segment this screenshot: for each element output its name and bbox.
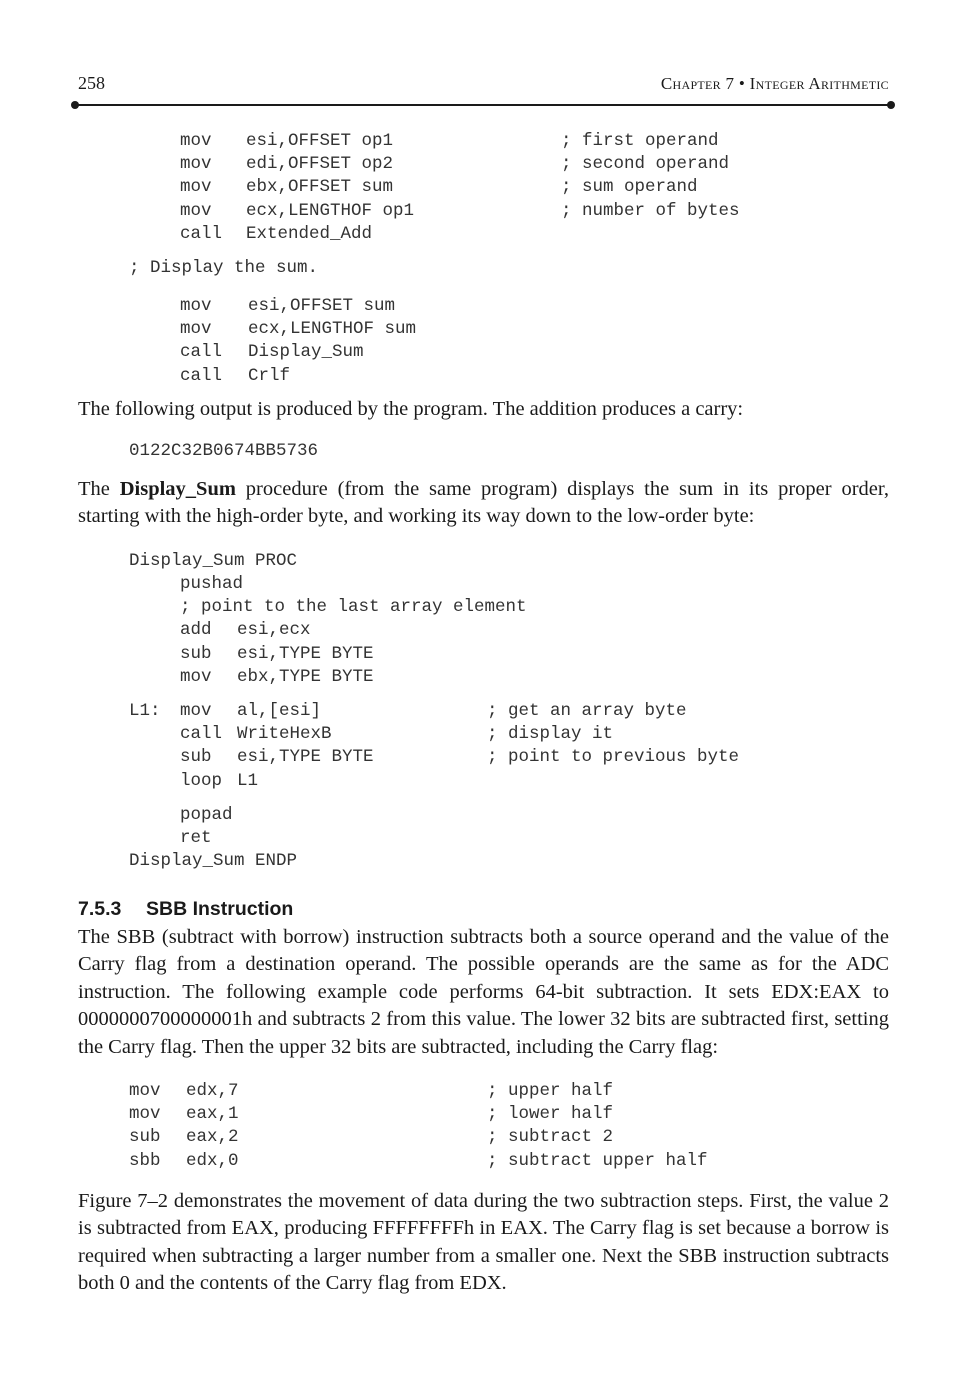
code-line <box>180 153 880 176</box>
procedure-name: Display_Sum <box>119 478 236 500</box>
code-operand: esi,OFFSET sum <box>248 296 396 316</box>
code-comment: ; upper half <box>487 1081 614 1101</box>
code-mnemonic: sbb <box>129 1150 161 1171</box>
code-line <box>180 573 680 596</box>
code-proc-block1 <box>180 573 680 689</box>
header-rule-dot-right <box>887 101 895 109</box>
code-line <box>180 770 800 793</box>
code-line <box>180 365 680 388</box>
code-comment: ; display it <box>487 724 614 745</box>
code-operand: edi,OFFSET op2 <box>246 154 394 175</box>
code-line <box>180 723 800 746</box>
code-operand: Extended_Add <box>246 223 373 244</box>
code-output-value <box>129 440 318 463</box>
paragraph-text: The <box>78 478 120 500</box>
code-line <box>180 746 800 769</box>
code-line <box>129 1126 769 1149</box>
code-line <box>180 700 800 723</box>
code-label-l1 <box>129 700 161 723</box>
paragraph-sbb: The SBB (subtract with borrow) instruction subtracts both a source operand and the value of the Carry flag from a destination operand. The possible operands are the same as for the ADC instruction. The following example code performs 64-bit subtraction. It sets EDX:EAX to 0000000700000001h and subtracts 2 from this value. The lower 32 bits are subtracted first, setting the Carry flag. Then the upper 32 bits are subtracted, including the Carry flag: <box>78 926 889 1058</box>
code-mnemonic: mov <box>180 666 212 687</box>
code-line: Display_Sum ENDP <box>129 851 298 871</box>
paragraph-figure: Figure 7–2 demonstrates the movement of data during the two subtraction steps. First, the value 2 is subtracted from EAX, producing FFFFFFFFh in EAX. The Carry flag is set because a borrow is required when subtracting a larger number from a smaller one. Next the SBB instruction subtracts both 0 and the contents of the Carry flag from EDX. <box>78 1190 889 1295</box>
code-block-sbb <box>129 1080 769 1173</box>
code-mnemonic: mov <box>180 200 212 221</box>
code-mnemonic: pushad <box>180 574 244 594</box>
code-line <box>180 223 880 246</box>
code-mnemonic: mov <box>180 319 212 340</box>
code-block-extended-add <box>180 130 880 246</box>
code-line <box>180 643 680 666</box>
code-mnemonic: mov <box>180 296 212 316</box>
code-line <box>129 1150 769 1173</box>
code-mnemonic: sub <box>180 747 212 768</box>
paragraph-output: The following output is produced by the program. The addition produces a carry: <box>78 398 744 420</box>
header-rule-dot-left <box>71 101 79 109</box>
code-mnemonic: ret <box>180 828 212 849</box>
code-comment: ; point to previous byte <box>487 747 740 768</box>
code-operand: eax,1 <box>186 1104 239 1125</box>
code-mnemonic: mov <box>180 131 212 151</box>
code-mnemonic: sub <box>180 643 212 664</box>
code-line <box>180 619 680 642</box>
code-operand: WriteHexB <box>237 724 332 745</box>
code-mnemonic: call <box>180 724 223 745</box>
running-head: Chapter 7 • Integer Arithmetic <box>660 74 889 93</box>
code-operand: esi,ecx <box>237 620 311 641</box>
code-mnemonic: mov <box>180 154 212 175</box>
code-mnemonic: call <box>180 342 223 363</box>
code-line: ; Display the sum. <box>129 258 319 278</box>
code-mnemonic: mov <box>129 1081 161 1101</box>
code-line <box>180 295 680 318</box>
section-title: SBB Instruction <box>146 898 294 920</box>
header-rule <box>75 104 892 106</box>
code-line: Display_Sum PROC <box>129 551 298 571</box>
code-operand: esi,TYPE BYTE <box>237 643 374 664</box>
code-comment: ; subtract upper half <box>487 1150 708 1171</box>
code-operand: ecx,LENGTHOF op1 <box>246 200 415 221</box>
code-line <box>129 1080 769 1103</box>
code-line <box>180 827 233 850</box>
code-line <box>180 804 233 827</box>
code-label: L1: <box>129 701 161 721</box>
code-operand: ecx,LENGTHOF sum <box>248 319 417 340</box>
code-comment: ; get an array byte <box>487 701 687 721</box>
section-heading <box>78 898 293 921</box>
code-comment: ; lower half <box>487 1104 614 1125</box>
code-proc-block2 <box>180 700 800 793</box>
code-comment: ; sum operand <box>561 177 698 198</box>
code-operand: eax,2 <box>186 1127 239 1148</box>
code-mnemonic: call <box>180 223 223 244</box>
page-number: 258 <box>78 73 105 93</box>
code-operand: ebx,OFFSET sum <box>246 177 394 198</box>
code-proc-block3 <box>180 804 233 850</box>
code-mnemonic: call <box>180 365 223 386</box>
paragraph-display-sum <box>78 476 889 531</box>
code-line <box>129 1103 769 1126</box>
code-line <box>180 666 680 689</box>
code-proc-header <box>129 550 297 573</box>
code-line <box>180 318 680 341</box>
code-operand: al,[esi] <box>237 701 322 721</box>
code-comment: ; first operand <box>561 131 719 151</box>
code-line <box>180 130 880 153</box>
code-operand: Display_Sum <box>248 342 364 363</box>
code-line <box>180 596 680 619</box>
code-mnemonic: mov <box>180 177 212 198</box>
code-line: 0122C32B0674BB5736 <box>129 441 319 461</box>
code-operand: Crlf <box>248 365 291 386</box>
code-line <box>180 341 680 364</box>
code-line <box>180 176 880 199</box>
paragraph-text: procedure (from the same program) displays the sum in its proper order, starting with the high-order byte, and working its way down to the low-order byte: <box>78 478 890 528</box>
code-mnemonic: add <box>180 620 212 641</box>
section-number: 7.5.3 <box>78 898 122 920</box>
code-block-display <box>180 295 680 388</box>
code-mnemonic: mov <box>180 701 212 721</box>
code-comment: ; second operand <box>561 154 730 175</box>
code-operand: edx,0 <box>186 1150 239 1171</box>
code-operand: esi,OFFSET op1 <box>246 131 394 151</box>
code-mnemonic: sub <box>129 1127 161 1148</box>
code-line <box>180 200 880 223</box>
code-comment: ; point to the last array element <box>180 597 527 618</box>
code-comment: ; number of bytes <box>561 200 740 221</box>
code-mnemonic: popad <box>180 805 233 825</box>
code-operand: esi,TYPE BYTE <box>237 747 374 768</box>
code-proc-footer <box>129 850 297 873</box>
code-comment: ; subtract 2 <box>487 1127 614 1148</box>
code-operand: ebx,TYPE BYTE <box>237 666 374 687</box>
code-comment-display <box>129 257 318 280</box>
code-mnemonic: loop <box>180 770 223 791</box>
code-mnemonic: mov <box>129 1104 161 1125</box>
code-operand: L1 <box>237 770 259 791</box>
code-operand: edx,7 <box>186 1081 239 1101</box>
